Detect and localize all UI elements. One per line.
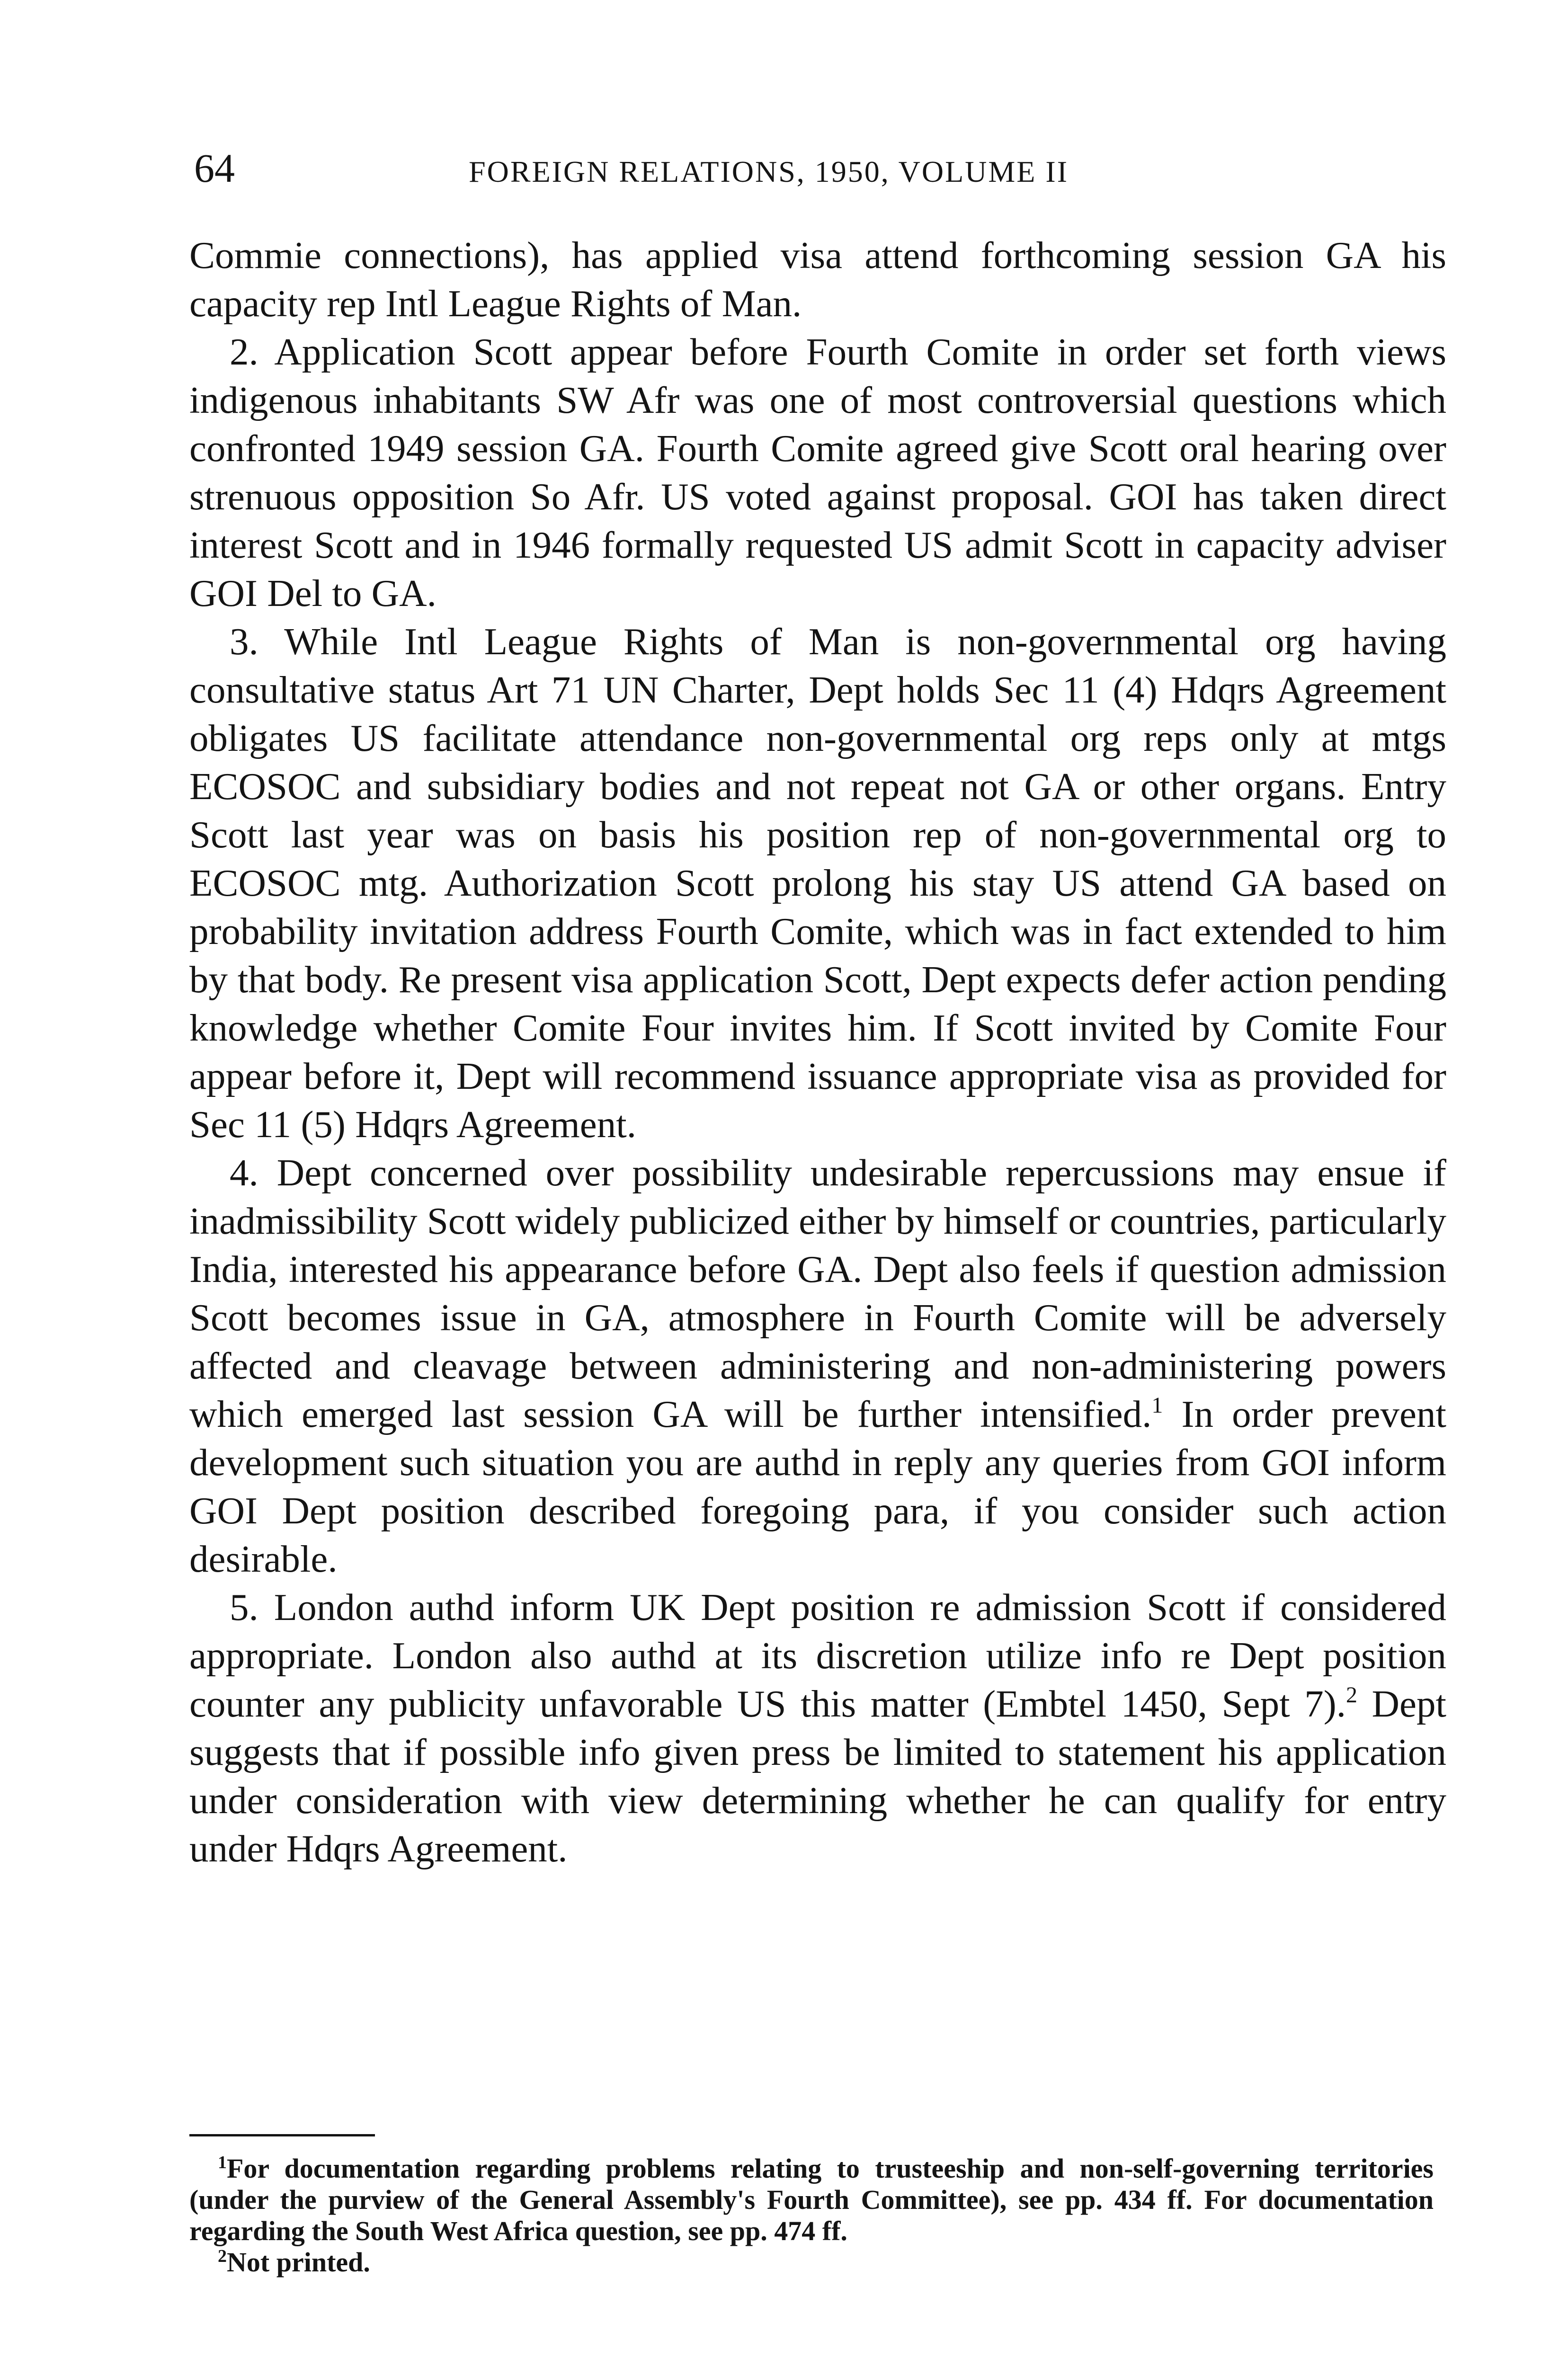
footnote-1 <box>189 2153 1434 2247</box>
footnote-ref-2: 2 <box>1345 1682 1357 1708</box>
footnote-2-mark: 2 <box>218 2246 227 2266</box>
paragraph-2: 2. Application Scott appear before Fourth Comite in order set forth views indigenous inhabitants SW Afr was one of most controversial questions which confronted 1949 session GA. Fourth Comite agreed give Scott oral hearing over strenuous opposition So Afr. US voted against proposal. GOI has taken direct interest Scott and in 1946 formally requested US admit Scott in capacity adviser GOI Del to GA. <box>189 330 1446 614</box>
page-number: 64 <box>194 145 235 191</box>
paragraph-3: 3. While Intl League Rights of Man is non-governmental org having consultative status Art 71 UN Charter, Dept holds Sec 11 (4) Hdqrs Agreement obligates US facilitate attendance non-governmental org reps only at mtgs ECOSOC and subsidiary bodies and not repeat not GA or other organs. Entry Scott last year was on basis his position rep of non-governmental org to ECOSOC mtg. Authorization Scott prolong his stay US attend GA based on probability invitation address Fourth Comite, which was in fact extended to him by that body. Re present visa application Scott, Dept expects defer action pending knowledge whether Comite Four invites him. If Scott invited by Comite Four appear before it, Dept will recommend issuance appropriate visa as provided for Sec 11 (5) Hdqrs Agreement. <box>189 620 1446 1146</box>
paragraph-4 <box>189 1148 1446 1583</box>
footnote-ref-1: 1 <box>1151 1393 1163 1418</box>
footnote-2 <box>189 2247 1434 2278</box>
running-head <box>194 142 1449 194</box>
footnote-1-mark: 1 <box>218 2153 227 2172</box>
footnote-divider <box>189 2134 375 2136</box>
paragraph-4-text-a: 4. Dept concerned over possibility undesirable repercussions may ensue if inadmissibility Scott widely publicized either by himself or countries, particularly India, interested his appearance before GA. Dept also feels if question admission Scott becomes issue in GA, atmosphere in Fourth Comite will be adversely affected and cleavage between administering and non-administering powers which emerged last session GA will be further intensified. <box>189 1151 1446 1435</box>
paragraph-4-text-b: In order prevent development such situation you are authd in reply any queries from GOI inform GOI Dept position described foregoing para, if you consider such action desirable. <box>189 1393 1446 1580</box>
paragraph-5-text-a: 5. London authd inform UK Dept position re admission Scott if considered appropriate. London also authd at its discretion utilize info re Dept position counter any publicity unfavorable US this matter (Embtel 1450, Sept 7). <box>189 1586 1446 1725</box>
paragraph-5 <box>189 1583 1446 1873</box>
body-text <box>189 231 1446 1873</box>
footnote-2-text: Not printed. <box>227 2247 370 2278</box>
footnotes <box>189 2153 1434 2278</box>
paragraph-continued: Commie connections), has applied visa attend forthcoming session GA his capacity rep Intl League Rights of Man. <box>189 234 1446 325</box>
volume-title: FOREIGN RELATIONS, 1950, VOLUME II <box>469 155 1069 188</box>
footnote-1-text: For documentation regarding problems relating to trusteeship and non-self-governing territories (under the purview of the General Assembly's Fourth Committee), see pp. 434 ff. For documentation regarding the South West Africa question, see pp. 474 ff. <box>189 2153 1434 2246</box>
paragraph-5-text-b: Dept suggests that if possible info given press be limited to statement his application under consideration with view determining whether he can qualify for entry under Hdqrs Agreement. <box>189 1682 1447 1870</box>
